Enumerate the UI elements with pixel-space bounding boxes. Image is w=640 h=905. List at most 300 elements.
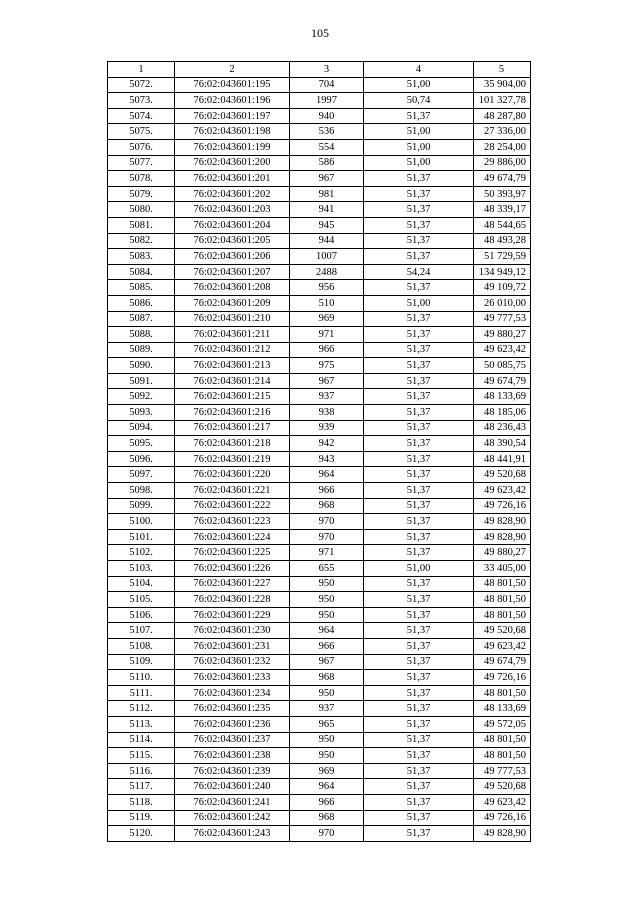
data-table [107,61,531,842]
amount-cell: 49 828,90 [474,514,531,530]
column-header-4: 4 [364,62,474,78]
row-number-cell: 5093. [108,405,175,421]
column-header-3: 3 [290,62,364,78]
rate-cell: 51,37 [364,358,474,374]
amount-cell: 49 726,16 [474,498,531,514]
area-cell: 966 [290,483,364,499]
amount-cell: 134 949,12 [474,264,531,280]
table-row [108,654,531,670]
area-cell: 956 [290,280,364,296]
cadastral-number-cell: 76:02:043601:197 [175,108,290,124]
table-row [108,716,531,732]
row-number-cell: 5097. [108,467,175,483]
cadastral-number-cell: 76:02:043601:235 [175,701,290,717]
cadastral-number-cell: 76:02:043601:210 [175,311,290,327]
amount-cell: 49 828,90 [474,826,531,842]
area-cell: 967 [290,171,364,187]
cadastral-number-cell: 76:02:043601:231 [175,638,290,654]
amount-cell: 48 133,69 [474,701,531,717]
table-header [108,62,531,78]
rate-cell: 51,37 [364,280,474,296]
cadastral-number-cell: 76:02:043601:241 [175,794,290,810]
table-row [108,373,531,389]
table-row [108,561,531,577]
rate-cell: 51,37 [364,202,474,218]
row-number-cell: 5107. [108,623,175,639]
row-number-cell: 5094. [108,420,175,436]
amount-cell: 28 254,00 [474,139,531,155]
cadastral-number-cell: 76:02:043601:198 [175,124,290,140]
area-cell: 937 [290,389,364,405]
table-body [108,77,531,841]
rate-cell: 51,37 [364,405,474,421]
cadastral-number-cell: 76:02:043601:228 [175,592,290,608]
column-header-1: 1 [108,62,175,78]
row-number-cell: 5082. [108,233,175,249]
amount-cell: 49 674,79 [474,171,531,187]
row-number-cell: 5083. [108,249,175,265]
table-row [108,249,531,265]
cadastral-number-cell: 76:02:043601:219 [175,451,290,467]
row-number-cell: 5091. [108,373,175,389]
cadastral-number-cell: 76:02:043601:240 [175,779,290,795]
rate-cell: 51,37 [364,233,474,249]
rate-cell: 50,74 [364,93,474,109]
area-cell: 967 [290,373,364,389]
area-cell: 536 [290,124,364,140]
amount-cell: 49 828,90 [474,529,531,545]
row-number-cell: 5081. [108,217,175,233]
row-number-cell: 5111. [108,685,175,701]
row-number-cell: 5075. [108,124,175,140]
cadastral-number-cell: 76:02:043601:201 [175,171,290,187]
area-cell: 975 [290,358,364,374]
area-cell: 941 [290,202,364,218]
row-number-cell: 5102. [108,545,175,561]
amount-cell: 48 801,50 [474,576,531,592]
rate-cell: 51,37 [364,623,474,639]
amount-cell: 49 623,42 [474,483,531,499]
area-cell: 1997 [290,93,364,109]
row-number-cell: 5112. [108,701,175,717]
rate-cell: 51,37 [364,249,474,265]
area-cell: 510 [290,295,364,311]
table-row [108,311,531,327]
rate-cell: 51,00 [364,561,474,577]
cadastral-number-cell: 76:02:043601:220 [175,467,290,483]
table-row [108,748,531,764]
table-row [108,264,531,280]
cadastral-number-cell: 76:02:043601:195 [175,77,290,93]
area-cell: 950 [290,685,364,701]
table-row [108,545,531,561]
row-number-cell: 5109. [108,654,175,670]
area-cell: 968 [290,498,364,514]
area-cell: 968 [290,810,364,826]
row-number-cell: 5104. [108,576,175,592]
amount-cell: 49 880,27 [474,327,531,343]
cadastral-number-cell: 76:02:043601:239 [175,763,290,779]
rate-cell: 51,00 [364,295,474,311]
amount-cell: 33 405,00 [474,561,531,577]
row-number-cell: 5113. [108,716,175,732]
table-row [108,607,531,623]
page-number: 105 [311,26,329,40]
rate-cell: 51,37 [364,171,474,187]
table-row [108,592,531,608]
rate-cell: 51,37 [364,748,474,764]
area-cell: 966 [290,794,364,810]
cadastral-number-cell: 76:02:043601:200 [175,155,290,171]
table-row [108,529,531,545]
cadastral-number-cell: 76:02:043601:242 [175,810,290,826]
area-cell: 970 [290,529,364,545]
cadastral-number-cell: 76:02:043601:226 [175,561,290,577]
table-row [108,451,531,467]
table-row [108,405,531,421]
table-row [108,217,531,233]
area-cell: 1007 [290,249,364,265]
area-cell: 964 [290,623,364,639]
row-number-cell: 5103. [108,561,175,577]
amount-cell: 26 010,00 [474,295,531,311]
amount-cell: 49 520,68 [474,779,531,795]
rate-cell: 51,37 [364,420,474,436]
amount-cell: 49 777,53 [474,763,531,779]
area-cell: 945 [290,217,364,233]
amount-cell: 49 109,72 [474,280,531,296]
cadastral-number-cell: 76:02:043601:207 [175,264,290,280]
rate-cell: 51,37 [364,607,474,623]
table-row [108,280,531,296]
rate-cell: 51,37 [364,483,474,499]
table-row [108,514,531,530]
rate-cell: 51,37 [364,732,474,748]
rate-cell: 54,24 [364,264,474,280]
amount-cell: 49 777,53 [474,311,531,327]
table-row [108,108,531,124]
amount-cell: 48 493,28 [474,233,531,249]
cadastral-number-cell: 76:02:043601:216 [175,405,290,421]
area-cell: 942 [290,436,364,452]
table-row [108,139,531,155]
rate-cell: 51,37 [364,186,474,202]
rate-cell: 51,37 [364,217,474,233]
row-number-cell: 5073. [108,93,175,109]
row-number-cell: 5095. [108,436,175,452]
table-row [108,826,531,842]
amount-cell: 49 726,16 [474,670,531,686]
amount-cell: 49 623,42 [474,794,531,810]
table-row [108,483,531,499]
table-row [108,763,531,779]
amount-cell: 50 393,97 [474,186,531,202]
table-row [108,467,531,483]
row-number-cell: 5101. [108,529,175,545]
cadastral-number-cell: 76:02:043601:212 [175,342,290,358]
row-number-cell: 5084. [108,264,175,280]
table-row [108,358,531,374]
table-row [108,638,531,654]
amount-cell: 48 441,91 [474,451,531,467]
row-number-cell: 5077. [108,155,175,171]
amount-cell: 48 185,06 [474,405,531,421]
area-cell: 968 [290,670,364,686]
area-cell: 950 [290,732,364,748]
area-cell: 938 [290,405,364,421]
row-number-cell: 5116. [108,763,175,779]
area-cell: 943 [290,451,364,467]
row-number-cell: 5108. [108,638,175,654]
amount-cell: 48 390,54 [474,436,531,452]
table-row [108,685,531,701]
table-row [108,155,531,171]
column-header-2: 2 [175,62,290,78]
row-number-cell: 5096. [108,451,175,467]
row-number-cell: 5114. [108,732,175,748]
area-cell: 970 [290,826,364,842]
cadastral-number-cell: 76:02:043601:233 [175,670,290,686]
table-row [108,389,531,405]
cadastral-number-cell: 76:02:043601:199 [175,139,290,155]
table-row [108,794,531,810]
amount-cell: 51 729,59 [474,249,531,265]
table-row [108,233,531,249]
rate-cell: 51,37 [364,373,474,389]
rate-cell: 51,37 [364,529,474,545]
rate-cell: 51,00 [364,139,474,155]
area-cell: 950 [290,592,364,608]
rate-cell: 51,37 [364,763,474,779]
cadastral-number-cell: 76:02:043601:211 [175,327,290,343]
row-number-cell: 5087. [108,311,175,327]
area-cell: 970 [290,514,364,530]
area-cell: 966 [290,638,364,654]
rate-cell: 51,37 [364,716,474,732]
row-number-cell: 5085. [108,280,175,296]
amount-cell: 48 801,50 [474,607,531,623]
rate-cell: 51,37 [364,436,474,452]
amount-cell: 49 674,79 [474,373,531,389]
rate-cell: 51,00 [364,77,474,93]
table-row [108,732,531,748]
area-cell: 971 [290,327,364,343]
row-number-cell: 5080. [108,202,175,218]
row-number-cell: 5078. [108,171,175,187]
amount-cell: 29 886,00 [474,155,531,171]
rate-cell: 51,37 [364,327,474,343]
area-cell: 965 [290,716,364,732]
header-row [108,62,531,78]
area-cell: 655 [290,561,364,577]
table-row [108,420,531,436]
rate-cell: 51,37 [364,638,474,654]
area-cell: 967 [290,654,364,670]
row-number-cell: 5092. [108,389,175,405]
cadastral-number-cell: 76:02:043601:224 [175,529,290,545]
cadastral-number-cell: 76:02:043601:237 [175,732,290,748]
cadastral-number-cell: 76:02:043601:218 [175,436,290,452]
table-row [108,202,531,218]
amount-cell: 101 327,78 [474,93,531,109]
cadastral-number-cell: 76:02:043601:205 [175,233,290,249]
row-number-cell: 5090. [108,358,175,374]
row-number-cell: 5100. [108,514,175,530]
column-header-5: 5 [474,62,531,78]
rate-cell: 51,37 [364,342,474,358]
area-cell: 944 [290,233,364,249]
table-row [108,436,531,452]
area-cell: 964 [290,467,364,483]
cadastral-number-cell: 76:02:043601:221 [175,483,290,499]
row-number-cell: 5117. [108,779,175,795]
cadastral-number-cell: 76:02:043601:232 [175,654,290,670]
area-cell: 950 [290,607,364,623]
row-number-cell: 5098. [108,483,175,499]
rate-cell: 51,37 [364,108,474,124]
row-number-cell: 5115. [108,748,175,764]
amount-cell: 48 801,50 [474,685,531,701]
rate-cell: 51,37 [364,794,474,810]
rate-cell: 51,37 [364,498,474,514]
cadastral-number-cell: 76:02:043601:213 [175,358,290,374]
area-cell: 586 [290,155,364,171]
cadastral-number-cell: 76:02:043601:217 [175,420,290,436]
amount-cell: 48 801,50 [474,592,531,608]
amount-cell: 48 801,50 [474,732,531,748]
area-cell: 966 [290,342,364,358]
row-number-cell: 5088. [108,327,175,343]
rate-cell: 51,00 [364,124,474,140]
rate-cell: 51,37 [364,779,474,795]
cadastral-number-cell: 76:02:043601:196 [175,93,290,109]
table-row [108,342,531,358]
row-number-cell: 5076. [108,139,175,155]
amount-cell: 49 880,27 [474,545,531,561]
amount-cell: 49 674,79 [474,654,531,670]
table-row [108,93,531,109]
area-cell: 2488 [290,264,364,280]
rate-cell: 51,37 [364,467,474,483]
row-number-cell: 5120. [108,826,175,842]
row-number-cell: 5086. [108,295,175,311]
cadastral-number-cell: 76:02:043601:234 [175,685,290,701]
rate-cell: 51,37 [364,514,474,530]
cadastral-number-cell: 76:02:043601:208 [175,280,290,296]
cadastral-number-cell: 76:02:043601:209 [175,295,290,311]
table-row [108,171,531,187]
area-cell: 940 [290,108,364,124]
amount-cell: 50 085,75 [474,358,531,374]
table-row [108,295,531,311]
row-number-cell: 5074. [108,108,175,124]
area-cell: 981 [290,186,364,202]
cadastral-number-cell: 76:02:043601:215 [175,389,290,405]
area-cell: 554 [290,139,364,155]
cadastral-number-cell: 76:02:043601:222 [175,498,290,514]
rate-cell: 51,37 [364,685,474,701]
row-number-cell: 5072. [108,77,175,93]
rate-cell: 51,37 [364,826,474,842]
cadastral-number-cell: 76:02:043601:203 [175,202,290,218]
rate-cell: 51,37 [364,701,474,717]
amount-cell: 35 904,00 [474,77,531,93]
cadastral-number-cell: 76:02:043601:230 [175,623,290,639]
amount-cell: 49 623,42 [474,342,531,358]
cadastral-number-cell: 76:02:043601:227 [175,576,290,592]
amount-cell: 48 801,50 [474,748,531,764]
cadastral-number-cell: 76:02:043601:238 [175,748,290,764]
table-row [108,670,531,686]
amount-cell: 49 572,05 [474,716,531,732]
area-cell: 704 [290,77,364,93]
rate-cell: 51,37 [364,670,474,686]
rate-cell: 51,37 [364,654,474,670]
row-number-cell: 5106. [108,607,175,623]
rate-cell: 51,37 [364,576,474,592]
amount-cell: 48 544,65 [474,217,531,233]
area-cell: 939 [290,420,364,436]
table-row [108,498,531,514]
amount-cell: 27 336,00 [474,124,531,140]
row-number-cell: 5110. [108,670,175,686]
row-number-cell: 5119. [108,810,175,826]
table-row [108,327,531,343]
amount-cell: 48 236,43 [474,420,531,436]
row-number-cell: 5099. [108,498,175,514]
cadastral-number-cell: 76:02:043601:202 [175,186,290,202]
area-cell: 971 [290,545,364,561]
row-number-cell: 5089. [108,342,175,358]
cadastral-number-cell: 76:02:043601:214 [175,373,290,389]
row-number-cell: 5118. [108,794,175,810]
table-row [108,124,531,140]
table-row [108,810,531,826]
table-row [108,701,531,717]
amount-cell: 49 520,68 [474,623,531,639]
cadastral-number-cell: 76:02:043601:243 [175,826,290,842]
row-number-cell: 5079. [108,186,175,202]
rate-cell: 51,37 [364,389,474,405]
amount-cell: 49 623,42 [474,638,531,654]
area-cell: 950 [290,576,364,592]
amount-cell: 49 520,68 [474,467,531,483]
table-row [108,779,531,795]
area-cell: 969 [290,311,364,327]
cadastral-number-cell: 76:02:043601:206 [175,249,290,265]
row-number-cell: 5105. [108,592,175,608]
rate-cell: 51,37 [364,545,474,561]
rate-cell: 51,37 [364,311,474,327]
area-cell: 964 [290,779,364,795]
area-cell: 937 [290,701,364,717]
amount-cell: 49 726,16 [474,810,531,826]
amount-cell: 48 133,69 [474,389,531,405]
area-cell: 969 [290,763,364,779]
table-row [108,77,531,93]
rate-cell: 51,37 [364,592,474,608]
cadastral-number-cell: 76:02:043601:204 [175,217,290,233]
cadastral-number-cell: 76:02:043601:236 [175,716,290,732]
table-row [108,576,531,592]
area-cell: 950 [290,748,364,764]
cadastral-number-cell: 76:02:043601:229 [175,607,290,623]
table-row [108,623,531,639]
table-row [108,186,531,202]
cadastral-number-cell: 76:02:043601:223 [175,514,290,530]
cadastral-number-cell: 76:02:043601:225 [175,545,290,561]
rate-cell: 51,00 [364,155,474,171]
